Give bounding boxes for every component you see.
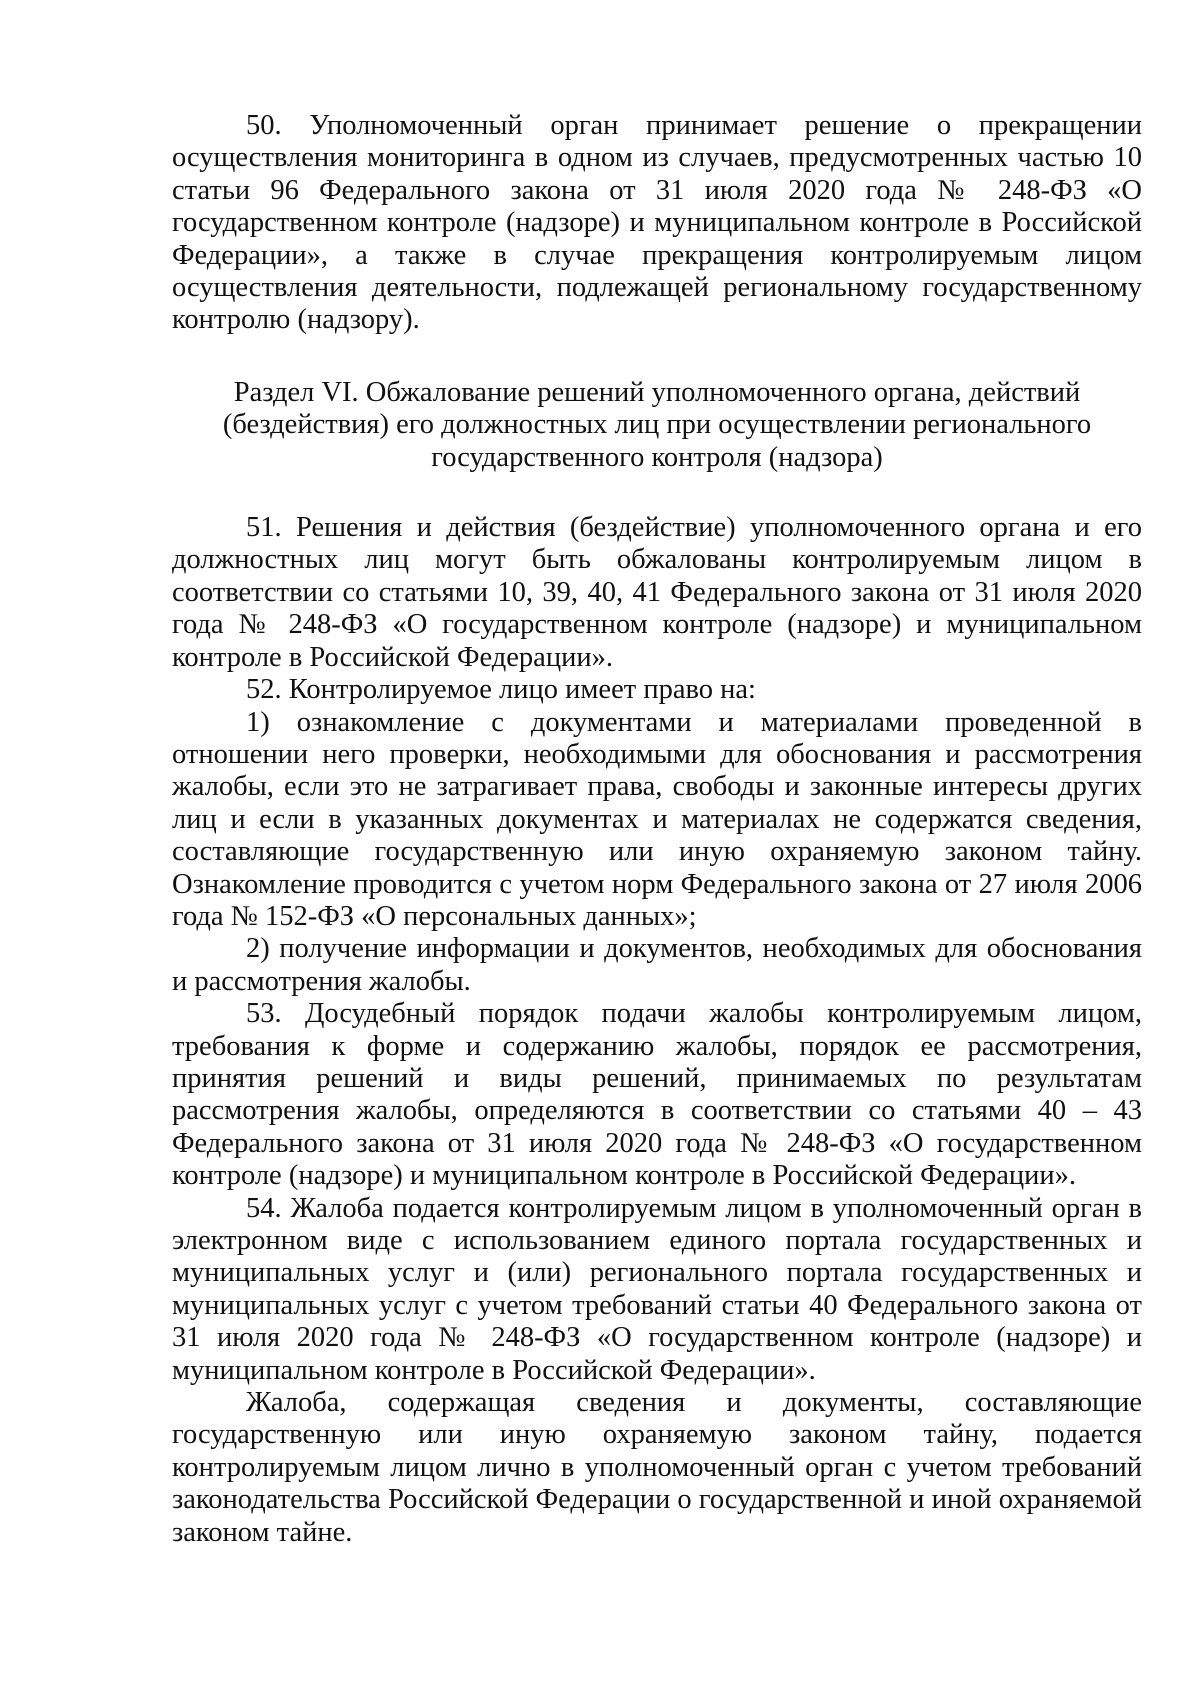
section-heading-line-3: государственного контроля (надзора) (431, 441, 883, 473)
paragraph-52: 52. Контролируемое лицо имеет право на: (246, 674, 756, 706)
section-heading-line-1: Раздел VI. Обжалование решений уполномоченного органа, действий (233, 376, 1081, 408)
paragraph-54: 54. Жалоба подается контролируемым лицом в уполномоченный орган в электронном виде с использованием единого портала государственных и муниципальных услуг и (или) регионального портала государственных и муниципальных услуг с учетом требований статьи 40 Федерального закона от 31 июля 2020 года № 248-ФЗ «О государственном контроле (надзоре) и муниципальном контроле в Российской Федерации». (172, 1192, 1142, 1386)
paragraph-51: 51. Решения и действия (бездействие) уполномоченного органа и его должностных лиц могут быть обжалованы контролируемым лицом в соответствии со статьями 10, 39, 40, 41 Федерального закона от 31 июля 2020 года № 248-ФЗ «О государственном контроле (надзоре) и муниципальном контроле в Российской Федерации». (172, 512, 1142, 673)
paragraph-52-item-2: 2) получение информации и документов, необходимых для обоснования и рассмотрения жалобы. (172, 933, 1142, 997)
paragraph-52-item-1: 1) ознакомление с документами и материалами проведенной в отношении него проверки, необходимыми для обоснования и рассмотрения жалобы, если это не затрагивает права, свободы и законные интересы других лиц и если в указанных документах и материалах не содержатся сведения, составляющие государственную или иную охраняемую законом тайну. Ознакомление проводится с учетом норм Федерального закона от 27 июля 2006 года № 152-ФЗ «О персональных данных»; (172, 706, 1142, 932)
paragraph-50: 50. Уполномоченный орган принимает решение о прекращении осуществления мониторинга в одном из случаев, предусмотренных частью 10 статьи 96 Федерального закона от 31 июля 2020 года № 248-ФЗ «О государственном контроле (надзоре) и муниципальном контроле в Российской Федерации», а также в случае прекращения контролируемым лицом осуществления деятельности, подлежащей региональному государственному контролю (надзору). (172, 110, 1142, 336)
section-heading-line-2: (бездействия) его должностных лиц при осуществлении регионального (222, 409, 1092, 441)
document-page (172, 110, 1142, 1549)
paragraph-53: 53. Досудебный порядок подачи жалобы контролируемым лицом, требования к форме и содержанию жалобы, порядок ее рассмотрения, принятия решений и виды решений, принимаемых по результатам рассмотрения жалобы, определяются в соответствии со статьями 40 – 43 Федерального закона от 31 июля 2020 года № 248-ФЗ «О государственном контроле (надзоре) и муниципальном контроле в Российской Федерации». (172, 998, 1142, 1192)
paragraph-54-secret-complaint: Жалоба, содержащая сведения и документы, составляющие государственную или иную охраняемую законом тайну, подается контролируемым лицом лично в уполномоченный орган с учетом требований законодательства Российской Федерации о государственной и иной охраняемой законом тайне. (172, 1387, 1142, 1548)
section-heading (172, 377, 1142, 474)
